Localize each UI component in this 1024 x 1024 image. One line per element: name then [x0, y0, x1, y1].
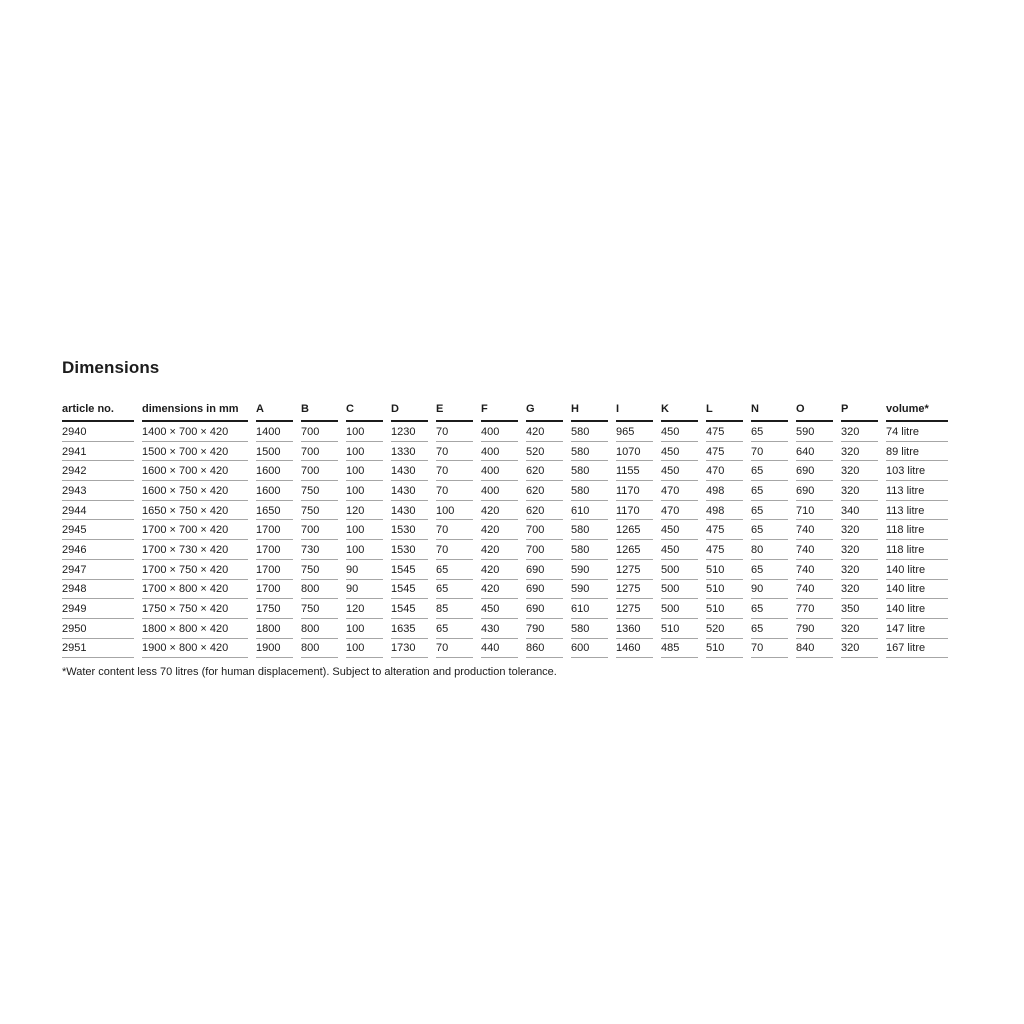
- column-header: article no.: [62, 399, 134, 422]
- table-cell: 1600 × 750 × 420: [142, 481, 248, 501]
- table-cell: 1750: [256, 599, 293, 619]
- column-header: F: [481, 399, 518, 422]
- table-cell: 100: [346, 619, 383, 639]
- table-cell: 118 litre: [886, 520, 948, 540]
- table-cell: 1460: [616, 639, 653, 659]
- table-cell: 770: [796, 599, 833, 619]
- table-row: [62, 501, 948, 521]
- table-cell: 400: [481, 461, 518, 481]
- table-cell: 167 litre: [886, 639, 948, 659]
- table-cell: 65: [436, 619, 473, 639]
- table-body: [62, 422, 948, 658]
- table-cell: 65: [751, 481, 788, 501]
- table-cell: 320: [841, 540, 878, 560]
- table-cell: 590: [571, 580, 608, 600]
- table-cell: 103 litre: [886, 461, 948, 481]
- table-cell: 1400 × 700 × 420: [142, 422, 248, 442]
- table-cell: 65: [436, 580, 473, 600]
- table-cell: 750: [301, 560, 338, 580]
- table-cell: 147 litre: [886, 619, 948, 639]
- table-cell: 350: [841, 599, 878, 619]
- table-cell: 65: [751, 461, 788, 481]
- table-cell: 800: [301, 619, 338, 639]
- table-cell: 2948: [62, 580, 134, 600]
- table-cell: 485: [661, 639, 698, 659]
- table-cell: 730: [301, 540, 338, 560]
- table-cell: 400: [481, 442, 518, 462]
- table-cell: 450: [661, 422, 698, 442]
- table-cell: 700: [301, 520, 338, 540]
- table-cell: 100: [346, 481, 383, 501]
- table-cell: 420: [481, 580, 518, 600]
- table-row: [62, 619, 948, 639]
- table-cell: 450: [661, 520, 698, 540]
- table-row: [62, 540, 948, 560]
- table-cell: 80: [751, 540, 788, 560]
- table-cell: 580: [571, 481, 608, 501]
- table-cell: 70: [751, 639, 788, 659]
- table-cell: 580: [571, 540, 608, 560]
- table-cell: 65: [751, 520, 788, 540]
- table-cell: 120: [346, 501, 383, 521]
- table-cell: 690: [796, 481, 833, 501]
- table-cell: 320: [841, 560, 878, 580]
- table-cell: 1530: [391, 540, 428, 560]
- table-cell: 70: [436, 520, 473, 540]
- table-cell: 700: [526, 540, 563, 560]
- table-row: [62, 422, 948, 442]
- table-cell: 65: [751, 599, 788, 619]
- table-cell: 1545: [391, 580, 428, 600]
- table-cell: 65: [751, 501, 788, 521]
- table-cell: 320: [841, 580, 878, 600]
- table-cell: 498: [706, 481, 743, 501]
- table-cell: 450: [661, 540, 698, 560]
- table-cell: 420: [481, 560, 518, 580]
- column-header: I: [616, 399, 653, 422]
- table-cell: 2943: [62, 481, 134, 501]
- column-header: K: [661, 399, 698, 422]
- table-cell: 1430: [391, 501, 428, 521]
- table-cell: 790: [796, 619, 833, 639]
- table-cell: 510: [706, 599, 743, 619]
- table-cell: 2951: [62, 639, 134, 659]
- table-cell: 520: [706, 619, 743, 639]
- column-header: volume*: [886, 399, 948, 422]
- table-cell: 450: [661, 461, 698, 481]
- table-cell: 450: [661, 442, 698, 462]
- table-cell: 740: [796, 540, 833, 560]
- column-header: G: [526, 399, 563, 422]
- table-cell: 1900 × 800 × 420: [142, 639, 248, 659]
- table-cell: 690: [526, 560, 563, 580]
- table-cell: 1265: [616, 520, 653, 540]
- table-cell: 1275: [616, 560, 653, 580]
- column-header: B: [301, 399, 338, 422]
- table-row: [62, 639, 948, 659]
- column-header: N: [751, 399, 788, 422]
- table-cell: 510: [706, 560, 743, 580]
- table-cell: 590: [796, 422, 833, 442]
- table-cell: 740: [796, 520, 833, 540]
- table-cell: 640: [796, 442, 833, 462]
- table-header: [62, 399, 948, 422]
- table-cell: 2949: [62, 599, 134, 619]
- table-cell: 1265: [616, 540, 653, 560]
- table-cell: 1900: [256, 639, 293, 659]
- table-row: [62, 560, 948, 580]
- table-cell: 520: [526, 442, 563, 462]
- table-cell: 1545: [391, 599, 428, 619]
- table-cell: 400: [481, 422, 518, 442]
- table-cell: 1700 × 750 × 420: [142, 560, 248, 580]
- table-cell: 610: [571, 599, 608, 619]
- table-cell: 1800: [256, 619, 293, 639]
- table-cell: 710: [796, 501, 833, 521]
- table-cell: 1275: [616, 599, 653, 619]
- table-cell: 620: [526, 481, 563, 501]
- table-cell: 740: [796, 580, 833, 600]
- table-cell: 1750 × 750 × 420: [142, 599, 248, 619]
- table-cell: 475: [706, 442, 743, 462]
- table-cell: 1600: [256, 461, 293, 481]
- table-cell: 690: [526, 599, 563, 619]
- table-cell: 100: [346, 461, 383, 481]
- table-cell: 65: [751, 619, 788, 639]
- table-cell: 1170: [616, 481, 653, 501]
- table-row: [62, 599, 948, 619]
- table-cell: 420: [481, 540, 518, 560]
- table-cell: 1275: [616, 580, 653, 600]
- table-cell: 90: [751, 580, 788, 600]
- table-cell: 750: [301, 599, 338, 619]
- table-cell: 700: [301, 442, 338, 462]
- table-cell: 1700: [256, 520, 293, 540]
- table-cell: 2946: [62, 540, 134, 560]
- table-cell: 1230: [391, 422, 428, 442]
- table-cell: 1700 × 730 × 420: [142, 540, 248, 560]
- table-cell: 118 litre: [886, 540, 948, 560]
- table-cell: 113 litre: [886, 501, 948, 521]
- table-cell: 1600: [256, 481, 293, 501]
- table-cell: 475: [706, 422, 743, 442]
- table-cell: 580: [571, 442, 608, 462]
- table-cell: 470: [661, 481, 698, 501]
- table-cell: 580: [571, 619, 608, 639]
- table-cell: 690: [796, 461, 833, 481]
- table-cell: 600: [571, 639, 608, 659]
- table-cell: 580: [571, 461, 608, 481]
- table-cell: 1155: [616, 461, 653, 481]
- table-cell: 700: [301, 461, 338, 481]
- table-cell: 140 litre: [886, 580, 948, 600]
- table-cell: 320: [841, 422, 878, 442]
- column-header: C: [346, 399, 383, 422]
- table-cell: 1800 × 800 × 420: [142, 619, 248, 639]
- table-cell: 70: [436, 481, 473, 501]
- table-cell: 1635: [391, 619, 428, 639]
- table-cell: 65: [436, 560, 473, 580]
- table-row: [62, 461, 948, 481]
- table-cell: 2945: [62, 520, 134, 540]
- dimensions-table: [54, 399, 956, 658]
- table-cell: 1650 × 750 × 420: [142, 501, 248, 521]
- table-cell: 2947: [62, 560, 134, 580]
- table-cell: 85: [436, 599, 473, 619]
- table-cell: 1360: [616, 619, 653, 639]
- table-cell: 2940: [62, 422, 134, 442]
- table-cell: 1170: [616, 501, 653, 521]
- table-cell: 510: [706, 580, 743, 600]
- table-cell: 320: [841, 520, 878, 540]
- table-cell: 1500 × 700 × 420: [142, 442, 248, 462]
- table-cell: 1545: [391, 560, 428, 580]
- table-cell: 140 litre: [886, 599, 948, 619]
- table-cell: 70: [751, 442, 788, 462]
- table-cell: 320: [841, 442, 878, 462]
- table-cell: 65: [751, 560, 788, 580]
- table-cell: 840: [796, 639, 833, 659]
- table-cell: 700: [526, 520, 563, 540]
- table-cell: 690: [526, 580, 563, 600]
- table-cell: 70: [436, 540, 473, 560]
- table-cell: 140 litre: [886, 560, 948, 580]
- table-cell: 100: [346, 639, 383, 659]
- table-cell: 700: [301, 422, 338, 442]
- table-cell: 100: [346, 442, 383, 462]
- table-cell: 1330: [391, 442, 428, 462]
- table-cell: 2950: [62, 619, 134, 639]
- table-cell: 740: [796, 560, 833, 580]
- table-cell: 470: [661, 501, 698, 521]
- table-cell: 1700: [256, 560, 293, 580]
- table-cell: 1530: [391, 520, 428, 540]
- table-cell: 320: [841, 481, 878, 501]
- table-cell: 100: [346, 520, 383, 540]
- table-cell: 65: [751, 422, 788, 442]
- table-cell: 70: [436, 422, 473, 442]
- table-cell: 320: [841, 619, 878, 639]
- table-cell: 1600 × 700 × 420: [142, 461, 248, 481]
- table-cell: 420: [481, 520, 518, 540]
- table-cell: 1700: [256, 540, 293, 560]
- table-cell: 1400: [256, 422, 293, 442]
- table-cell: 965: [616, 422, 653, 442]
- table-cell: 90: [346, 580, 383, 600]
- table-cell: 1700 × 800 × 420: [142, 580, 248, 600]
- table-cell: 70: [436, 639, 473, 659]
- column-header: L: [706, 399, 743, 422]
- table-cell: 620: [526, 461, 563, 481]
- table-cell: 420: [481, 501, 518, 521]
- table-cell: 450: [481, 599, 518, 619]
- table-cell: 500: [661, 560, 698, 580]
- table-cell: 113 litre: [886, 481, 948, 501]
- table-footnote: *Water content less 70 litres (for human displacement). Subject to alteration and production tolerance.: [62, 666, 557, 679]
- table-cell: 100: [346, 540, 383, 560]
- column-header: dimensions in mm: [142, 399, 248, 422]
- table-cell: 1650: [256, 501, 293, 521]
- table-row: [62, 481, 948, 501]
- column-header: H: [571, 399, 608, 422]
- table-cell: 475: [706, 520, 743, 540]
- table-cell: 510: [661, 619, 698, 639]
- table-header-row: [62, 399, 948, 422]
- dimensions-section: [62, 358, 972, 689]
- column-header: O: [796, 399, 833, 422]
- table-cell: 70: [436, 442, 473, 462]
- page-title: Dimensions: [62, 358, 160, 377]
- table-row: [62, 520, 948, 540]
- table-cell: 1730: [391, 639, 428, 659]
- table-cell: 500: [661, 580, 698, 600]
- table-cell: 70: [436, 461, 473, 481]
- table-cell: 580: [571, 422, 608, 442]
- table-cell: 750: [301, 501, 338, 521]
- table-cell: 620: [526, 501, 563, 521]
- table-cell: 498: [706, 501, 743, 521]
- table-cell: 340: [841, 501, 878, 521]
- table-cell: 475: [706, 540, 743, 560]
- table-cell: 800: [301, 639, 338, 659]
- column-header: A: [256, 399, 293, 422]
- table-cell: 1700 × 700 × 420: [142, 520, 248, 540]
- table-cell: 1700: [256, 580, 293, 600]
- table-cell: 100: [346, 422, 383, 442]
- table-cell: 470: [706, 461, 743, 481]
- table-cell: 89 litre: [886, 442, 948, 462]
- column-header: D: [391, 399, 428, 422]
- table-cell: 1070: [616, 442, 653, 462]
- table-cell: 440: [481, 639, 518, 659]
- table-cell: 120: [346, 599, 383, 619]
- table-cell: 1430: [391, 461, 428, 481]
- table-cell: 2942: [62, 461, 134, 481]
- table-cell: 320: [841, 461, 878, 481]
- table-cell: 320: [841, 639, 878, 659]
- table-cell: 430: [481, 619, 518, 639]
- column-header: E: [436, 399, 473, 422]
- table-cell: 100: [436, 501, 473, 521]
- table-cell: 790: [526, 619, 563, 639]
- table-cell: 2941: [62, 442, 134, 462]
- table-cell: 74 litre: [886, 422, 948, 442]
- table-cell: 860: [526, 639, 563, 659]
- table-cell: 400: [481, 481, 518, 501]
- table-cell: 610: [571, 501, 608, 521]
- table-cell: 500: [661, 599, 698, 619]
- table-row: [62, 580, 948, 600]
- table-cell: 580: [571, 520, 608, 540]
- table-cell: 750: [301, 481, 338, 501]
- table-cell: 90: [346, 560, 383, 580]
- table-cell: 590: [571, 560, 608, 580]
- table-cell: 2944: [62, 501, 134, 521]
- table-cell: 1430: [391, 481, 428, 501]
- column-header: P: [841, 399, 878, 422]
- table-cell: 420: [526, 422, 563, 442]
- table-cell: 510: [706, 639, 743, 659]
- table-cell: 800: [301, 580, 338, 600]
- table-cell: 1500: [256, 442, 293, 462]
- table-row: [62, 442, 948, 462]
